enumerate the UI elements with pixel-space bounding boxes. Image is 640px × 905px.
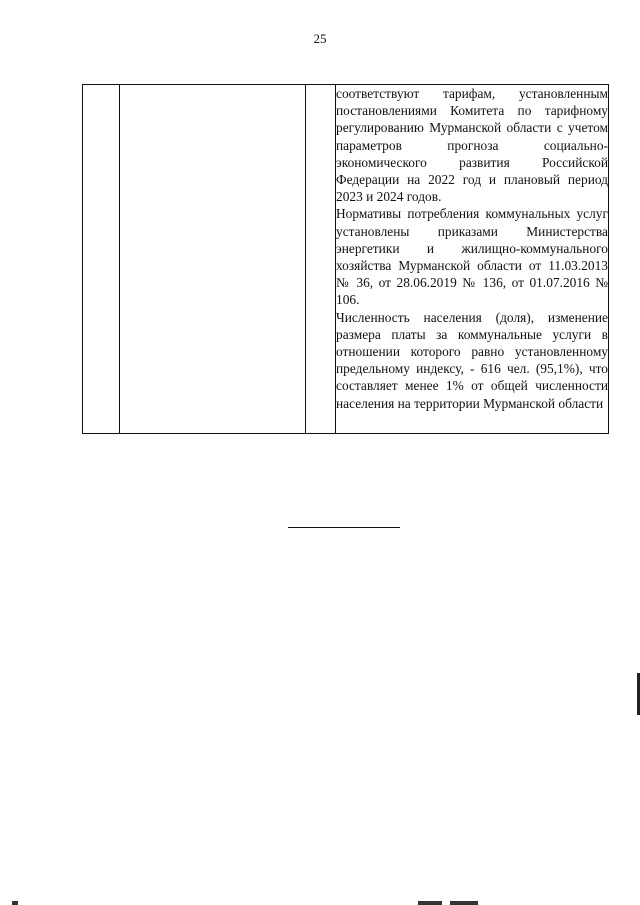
separator-line [288, 527, 400, 528]
table-cell-empty-2 [120, 85, 306, 434]
table-cell-empty-3 [306, 85, 336, 434]
paragraph-norms: Нормативы потребления коммунальных услуг установлены приказами Министерства энергетики и жилищно-коммунального хозяйства Мурманской области от 11.03.2013 № 36, от 28.06.2019 № 136, от 01.07.2016 № 106. [336, 206, 608, 308]
document-table [82, 84, 609, 434]
paragraph-population: Численность населения (доля), изменение размера платы за коммунальные услуги в отношении которого равно установленному предельному индексу, - 616 чел. (95,1%), что составляет менее 1% от общей численности населения на территории Мурманской области [336, 309, 608, 411]
table-cell-empty-1 [83, 85, 120, 434]
page-number: 25 [313, 31, 327, 46]
table-row [83, 85, 609, 434]
table-cell-text [336, 85, 609, 434]
paragraph-tariffs: соответствуют тарифам, установленным постановлениями Комитета по тарифному регулированию Мурманской области с учетом параметров прогноза социально-экономического развития Российской Федерации на 2022 год и плановый период 2023 и 2024 годов. [336, 86, 608, 205]
scan-artifact-bottom-right [450, 901, 478, 905]
scan-artifact-bottom-left [12, 901, 18, 905]
scan-artifact-bottom-mid [418, 901, 442, 905]
